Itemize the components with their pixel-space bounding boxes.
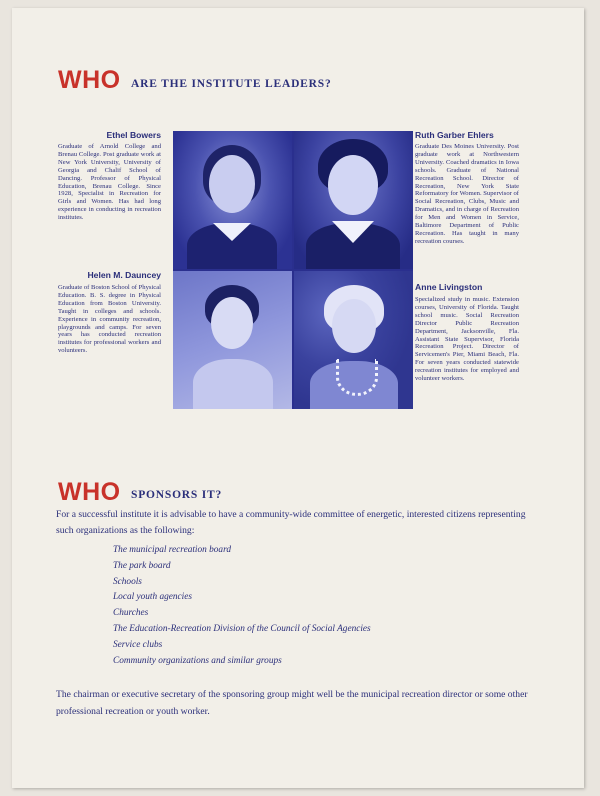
list-item: Service clubs	[113, 639, 163, 650]
leaders-heading: ARE THE INSTITUTE LEADERS?	[131, 78, 332, 90]
list-item: Schools	[113, 576, 142, 587]
photo-helen-dauncey	[173, 271, 292, 409]
list-item: Churches	[113, 608, 149, 619]
leader-name-dauncey: Helen M. Dauncey	[87, 270, 161, 280]
sponsors-heading: SPONSORS IT?	[131, 489, 223, 501]
list-item: The municipal recreation board	[113, 545, 232, 555]
leader-bio-ehlers: Graduate Des Moines University. Post graduate work at Northwestern University. Coached dramatics in Iowa schools. Graduate of National Recreation School. Director of Recreation, New York State Reformatory for Women. Supervisor of Social Recreation, Clubs, Music and Dramatics, and in charge of Recreation for Men and Women in Service, Baltimore Department of Public Recreation. Has taught in many recreation courses.	[415, 143, 519, 245]
organizations-list	[113, 543, 371, 669]
leader-bio-dauncey: Graduate of Boston School of Physical Education. B. S. degree in Physical Education from Boston University. Taught in colleges and schools. Experience in community recreation, playgrounds and camps. For seven years has conducted recreation institutes for professional workers and volunteers.	[58, 284, 161, 355]
list-item: Local youth agencies	[113, 592, 193, 603]
leader-photo-grid	[173, 131, 413, 409]
photo-anne-livingston	[294, 271, 413, 409]
photo-ethel-bowers	[173, 131, 292, 269]
sponsors-intro: For a successful institute it is advisable to have a community-wide committee of energetic, interested citizens representing such organizations as the following:	[56, 509, 526, 536]
leader-bio-livingston: Specialized study in music. Extension courses, University of Florida. Taught school music. Social Recreation Director Public Recreation Department, Jacksonville, Fla. Assistant State Supervisor, Florida Recreation Project. Director of Servicemen's Pier, Miami Beach, Fla. For seven years conducted statewide recreation institutes for employed and volunteer workers.	[415, 296, 519, 383]
leader-name-ehlers: Ruth Garber Ehlers	[415, 130, 494, 140]
who-heading-leaders: WHO	[58, 66, 121, 94]
list-item: The Education-Recreation Division of the Council of Social Agencies	[113, 623, 371, 634]
leader-name-bowers: Ethel Bowers	[106, 130, 161, 140]
list-item: The park board	[113, 560, 171, 571]
leader-bio-bowers: Graduate of Arnold College and Brenau College. Post graduate work at New York University, University of Georgia and Chalif School of Dancing. Professor of Physical Education, Brenau College. Since 1928, Specialist in Recreation for Girls and Women. Has had long experience in conducting in recreation institutes.	[58, 143, 161, 222]
sponsors-closing: The chairman or executive secretary of the sponsoring group might well be the municipal recreation director or some other professional recreation or youth worker.	[56, 689, 528, 717]
document-page	[12, 8, 584, 788]
photo-ruth-garber-ehlers	[294, 131, 413, 269]
who-heading-sponsors: WHO	[58, 478, 121, 506]
list-item: Community organizations and similar groups	[113, 655, 282, 666]
leader-name-livingston: Anne Livingston	[415, 282, 483, 292]
